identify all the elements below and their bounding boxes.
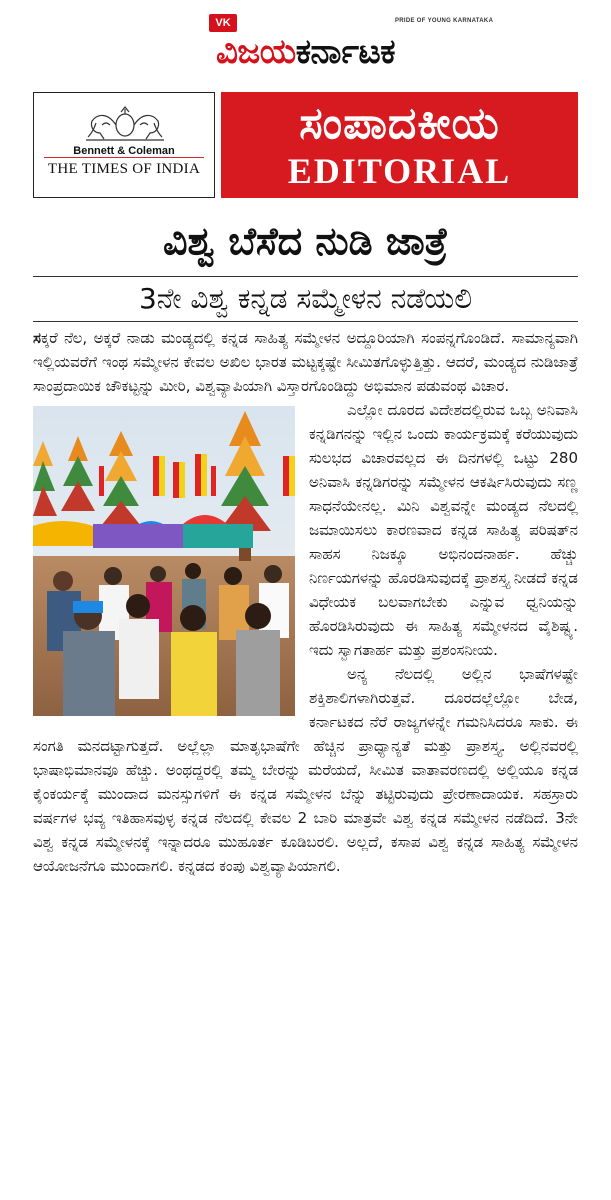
divider <box>33 321 578 322</box>
section-title-kannada: ಸಂಪಾದಕೀಯ <box>299 98 500 149</box>
brand-tagline: PRIDE OF YOUNG KARNATAKA <box>395 18 494 24</box>
times-emblem-icon <box>82 103 168 143</box>
logo-text-karnataka: ಕರ್ನಾಟಕ <box>295 32 396 72</box>
paragraph-text: ಕ್ಕರೆ ನೆಲ, ಅಕ್ಕರೆ ನಾಡು ಮಂಡ್ಯದಲ್ಲಿ ಕನ್ನಡ ಸಾಹಿತ್ಯ ಸಮ್ಮೇಳನ ಅದ್ದೂರಿಯಾಗಿ ಸಂಪನ್ನಗೊಂಡಿದೆ. ಸಾಮಾನ್ಯವಾಗಿ ಇಲ್ಲಿಯವರೆಗೆ ಇಂಥ ಸಮ್ಮೇಳನ ಕೇವಲ ಅಖಿಲ ಭಾರತ ಮಟ್ಟಕ್ಕಷ್ಟೇ ಸೀಮಿತಗೊಳ್ಳುತ್ತಿತ್ತು. ಆದರೆ, ಮಂಡ್ಯದ ನುಡಿಜಾತ್ರೆ ಸಾಂಪ್ರದಾಯಿಕ ಚೌಕಟ್ಟನ್ನು ಮೀರಿ, ವಿಶ್ವವ್ಯಾಪಿಯಾಗಿ ವಿಸ್ತಾರಗೊಂಡಿದ್ದು ಅಭಿಮಾನ ಪಡುವಂಥ ವಿಚಾರ. <box>33 329 578 395</box>
article-subheadline: 3ನೇ ವಿಶ್ವ ಕನ್ನಡ ಸಮ್ಮೇಳನ ನಡೆಯಲಿ <box>138 282 473 315</box>
masthead <box>0 8 611 80</box>
divider <box>33 276 578 277</box>
festival-crowd-image <box>33 406 295 716</box>
dropcap: ಸ <box>33 329 41 347</box>
newspaper-logo <box>0 32 611 72</box>
article-paragraph: ಅನ್ಯ ನೆಲದಲ್ಲಿ ಅಲ್ಲಿನ ಭಾಷೆಗಳಷ್ಟೇ ಶಕ್ತಿಶಾಲಿಗಳಾಗಿರುತ್ತವೆ. ದೂರದಲ್ಲೆಲ್ಲೋ ಬೇಡ, ಕರ್ನಾಟಕದ ನೆರೆ ರಾಜ್ಯಗಳನ್ನೇ ಗಮನಿಸಿದರೂ ಸಾಕು. ಈ ಸಂಗತಿ ಮನದಟ್ಟಾಗುತ್ತದೆ. ಅಲ್ಲೆಲ್ಲಾ ಮಾತೃಭಾಷೆಗೇ ಹೆಚ್ಚಿನ ಪ್ರಾಧ್ಯಾನ್ಯತೆ ಮತ್ತು ಪ್ರಾಶಸ್ತ್ಯ. ಅಲ್ಲಿನವರಲ್ಲಿ ಭಾಷಾಭಿಮಾನವೂ ಹೆಚ್ಚು. ಅಂಥದ್ದರಲ್ಲಿ ತಮ್ಮ ಬೇರನ್ನು ಮರೆಯದೆ, ಸೀಮಿತ ವಾತಾವರಣದಲ್ಲಿ ಅಲ್ಲಿಯೂ ಕನ್ನಡ ಕೈಂಕರ್ಯಕ್ಕೆ ಮುಂದಾದ ಮನಸ್ಸುಗಳಿಗೆ ಈ ಕನ್ನಡ ಸಮ್ಮೇಳನ ಬೆನ್ನು ತಟ್ಟಿರುವುದು ಪ್ರೇರಣಾದಾಯಕ. ಸಹಸ್ರಾರು ವರ್ಷಗಳ ಭವ್ಯ ಇತಿಹಾಸವುಳ್ಳ ಕನ್ನಡ ನೆಲದಲ್ಲಿ ಕೇವಲ 2 ಬಾರಿ ಮಾತ್ರವೇ ವಿಶ್ವ ಕನ್ನಡ ಸಮ್ಮೇಳನ ನಡೆದಿದೆ. 3ನೇ ವಿಶ್ವ ಕನ್ನಡ ಸಮ್ಮೇಳನಕ್ಕೆ ಇನ್ನಾದರೂ ಮುಹೂರ್ತ ಕೂಡಿಬರಲಿ. ಅಲ್ಲದೆ, ಕಸಾಪ ವಿಶ್ವ ಕನ್ನಡ ಸಾಹಿತ್ಯ ಸಮ್ಮೇಳನ ಆಯೋಜನೆಗೂ ಮುಂದಾಗಲಿ. ಕನ್ನಡದ ಕಂಪು ವಿಶ್ವವ್ಯಾಪಿಯಾಗಲಿ. <box>33 665 578 875</box>
publisher-company: Bennett & Coleman <box>73 145 175 157</box>
vk-logo-mark: VK <box>209 14 237 32</box>
article-headline: ವಿಶ್ವ ಬೆಸೆದ ನುಡಿ ಜಾತ್ರೆ <box>163 219 448 263</box>
section-title-english: EDITORIAL <box>287 151 512 191</box>
section-banner <box>221 92 578 198</box>
divider <box>44 157 204 158</box>
article-body <box>33 326 578 1176</box>
publisher-newspaper: THE TIMES OF INDIA <box>47 161 201 177</box>
article-paragraph <box>33 326 578 398</box>
article-photo <box>33 406 295 716</box>
article-paragraph: ಎಲ್ಲೋ ದೂರದ ವಿದೇಶದಲ್ಲಿರುವ ಒಬ್ಬ ಅನಿವಾಸಿ ಕನ್ನಡಿಗನನ್ನು ಇಲ್ಲಿನ ಒಂದು ಕಾರ್ಯಕ್ರಮಕ್ಕೆ ಕರೆಯುವುದು ಸುಲಭದ ವಿಚಾರವಲ್ಲದ ಈ ದಿನಗಳಲ್ಲಿ ಒಟ್ಟು 280 ಅನಿವಾಸಿ ಕನ್ನಡಿಗರನ್ನು ಸಮ್ಮೇಳನ ಆಕರ್ಷಿಸಿರುವುದು ಸಣ್ಣ ಸಾಧನೆಯೇನಲ್ಲ. ಮಿನಿ ವಿಶ್ವವನ್ನೇ ಮಂಡ್ಯದ ನೆಲದಲ್ಲಿ ಜಮಾಯಿಸಲು ಕಾರಣವಾದ ಕನ್ನಡ ಸಾಹಿತ್ಯ ಪರಿಷತ್‌ನ ಸಾಹಸ ನಿಜಕ್ಕೂ ಅಭಿನಂದನಾರ್ಹ. ಹೆಚ್ಚು ನಿರ್ಣಯಗಳನ್ನು ಹೊರಡಿಸುವುದಕ್ಕೆ ಪ್ರಾಶಸ್ತ್ಯ ನೀಡದೆ ಕನ್ನಡ ವಿಧೇಯಕ ಬಲವಾಗಬೇಕು ಎನ್ನುವ ಧ್ವನಿಯನ್ನು ಹೊರಡಿಸಿರುವುದು ಈ ಸಾಹಿತ್ಯ ಸಮ್ಮೇಳನದ ವೈಶಿಷ್ಟ್ಯ. ಇದು ಸ್ವಾಗತಾರ್ಹ ಮತ್ತು ಪ್ರಶಂಸನೀಯ. <box>309 401 578 659</box>
logo-text-vijaya: ವಿಜಯ <box>215 32 296 72</box>
publisher-box <box>33 92 215 198</box>
